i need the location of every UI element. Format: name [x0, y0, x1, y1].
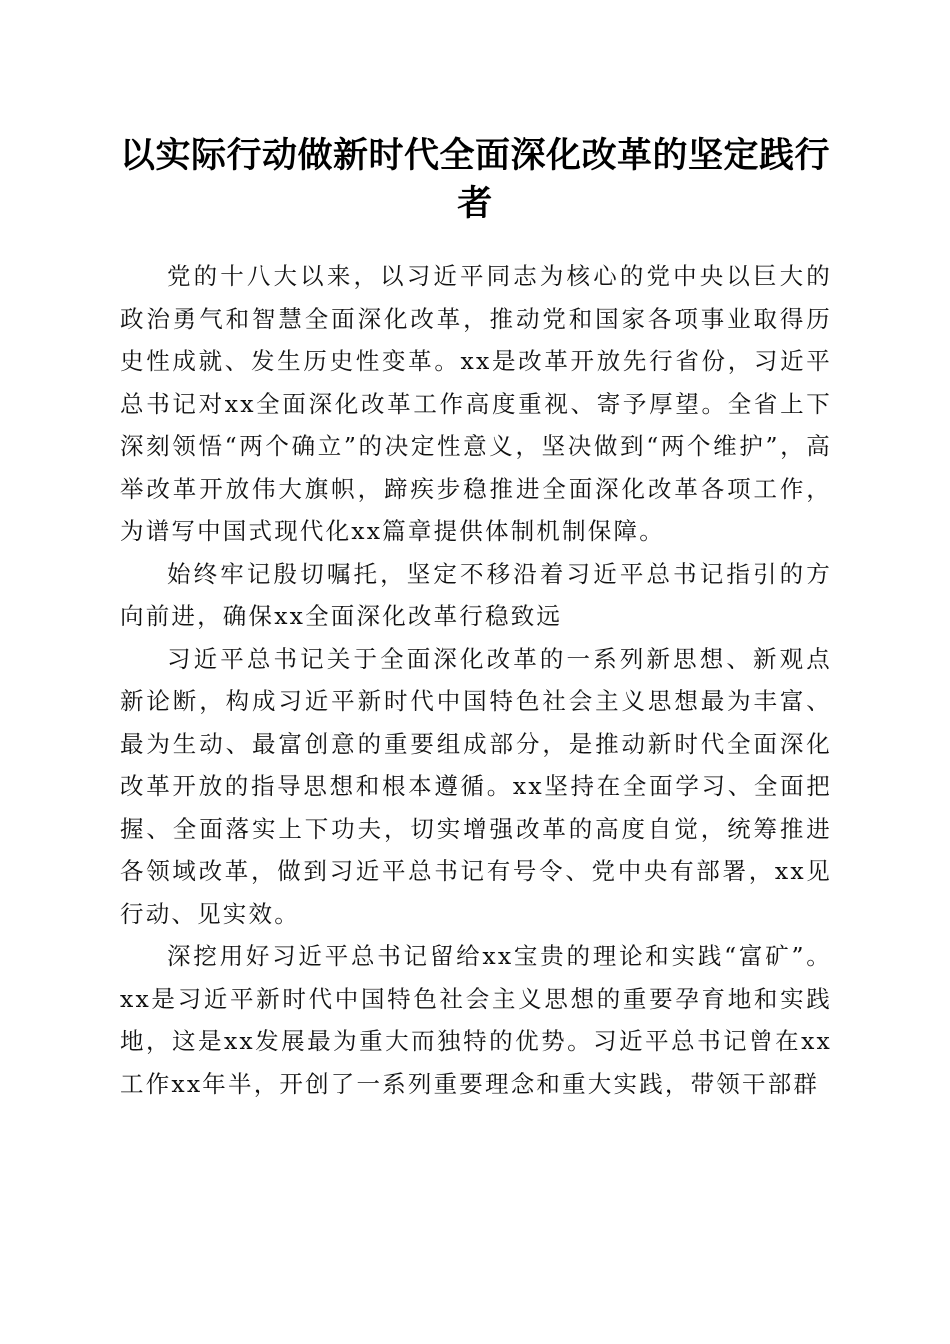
paragraph: 始终牢记殷切嘱托，坚定不移沿着习近平总书记指引的方向前进，确保xx全面深化改革行稳致远 — [120, 559, 832, 630]
document-title: 以实际行动做新时代全面深化改革的坚定践行者 — [119, 135, 830, 224]
paragraph: 习近平总书记关于全面深化改革的一系列新思想、新观点新论断，构成习近平新时代中国特色社会主义思想最为丰富、最为生动、最富创意的重要组成部分，是推动新时代全面深化改革开放的指导思想和根本遵循。xx坚持在全面学习、全面把握、全面落实上下功夫，切实增强改革的高度自觉，统筹推进各领域改革，做到习近平总书记有号令、党中央有部署，xx见行动、见实效。 — [120, 644, 832, 928]
paragraph: 深挖用好习近平总书记留给xx宝贵的理论和实践“富矿”。xx是习近平新时代中国特色社会主义思想的重要孕育地和实践地，这是xx发展最为重大而独特的优势。习近平总书记曾在xx工作xx年半，开创了一系列重要理念和重大实践，带领干部群 — [120, 942, 832, 1098]
document-body — [120, 255, 832, 1105]
paragraph: 党的十八大以来，以习近平同志为核心的党中央以巨大的政治勇气和智慧全面深化改革，推动党和国家各项事业取得历史性成就、发生历史性变革。xx是改革开放先行省份，习近平总书记对xx全面深化改革工作高度重视、寄予厚望。全省上下深刻领悟“两个确立”的决定性意义，坚决做到“两个维护”，高举改革开放伟大旗帜，蹄疾步稳推进全面深化改革各项工作，为谱写中国式现代化xx篇章提供体制机制保障。 — [120, 262, 832, 545]
